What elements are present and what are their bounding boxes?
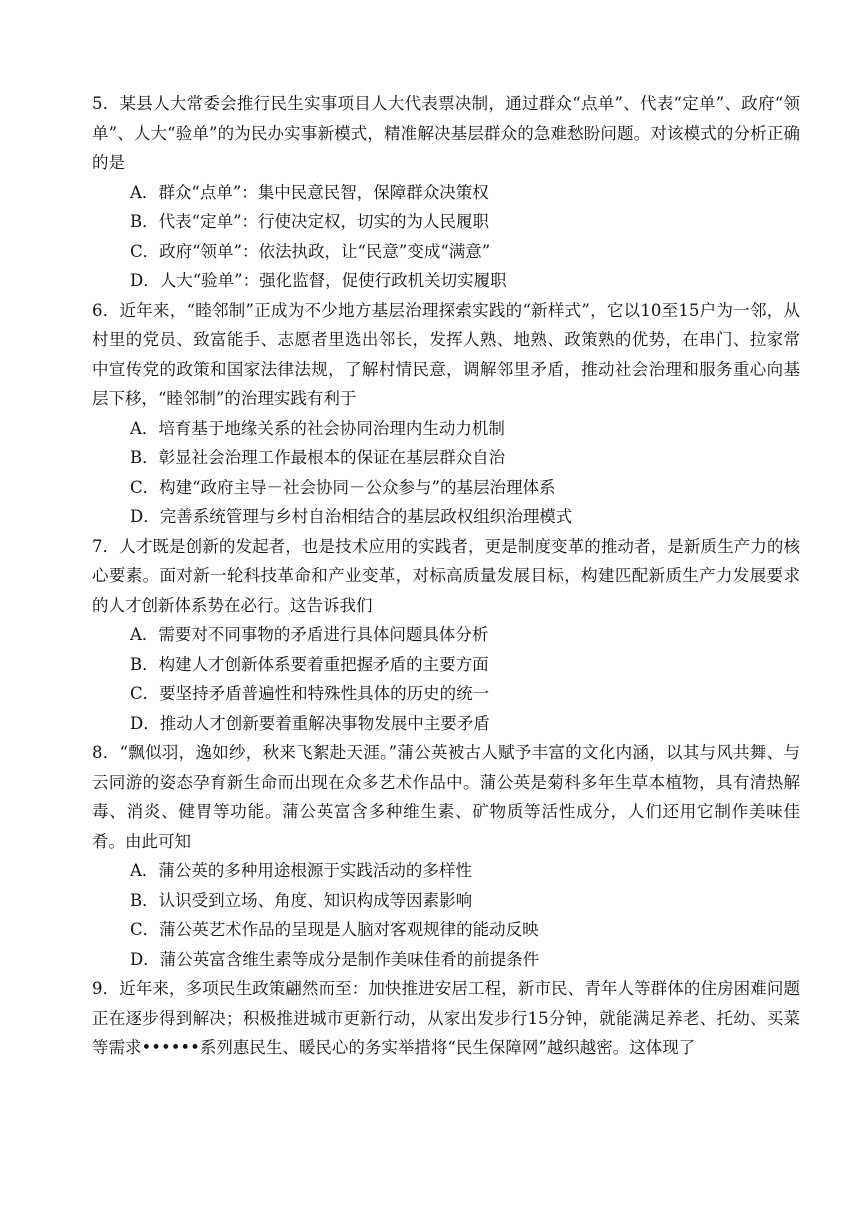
option-letter: D． xyxy=(130,507,160,526)
option-c xyxy=(130,237,800,267)
option-text: 完善系统管理与乡村自治相结合的基层政权组织治理模式 xyxy=(159,507,573,526)
question-5 xyxy=(92,89,800,296)
option-letter: C． xyxy=(130,241,160,261)
question-stem: 6．近年来，“睦邻制”正成为不少地方基层治理探索实践的“新样式”，它以10至15户为一邻，从村里的党员、致富能手、志愿者里选出邻长，发挥人熟、地熟、政策熟的优势，在串门、拉家常中宣传党的政策和国家法律法规，了解村情民意，调解邻里矛盾，推动社会治理和服务重心向基层下移，“睦邻制”的治理实践有利于 xyxy=(92,300,800,408)
question-6 xyxy=(92,296,800,532)
option-text: 群众“点单”：集中民意民智，保障群众决策权 xyxy=(158,182,489,202)
option-list xyxy=(92,414,800,532)
option-c xyxy=(130,915,800,945)
option-letter: D． xyxy=(130,949,160,969)
option-b xyxy=(130,650,800,680)
question-stem: 5．某县人大常委会推行民生实事项目人大代表票决制，通过群众“点单”、代表“定单”、政府“领单”、人大“验单”的为民办实事新模式，精准解决基层群众的急难愁盼问题。对该模式的分析正确的是 xyxy=(92,94,800,172)
option-letter: B． xyxy=(130,890,159,910)
option-d xyxy=(130,502,800,532)
option-letter: B． xyxy=(130,654,159,674)
option-d xyxy=(130,945,800,975)
option-letter: B． xyxy=(130,212,159,231)
option-list xyxy=(92,178,800,296)
option-text: 培育基于地缘关系的社会协同治理内生动力机制 xyxy=(158,418,505,438)
option-letter: A． xyxy=(130,182,159,202)
option-text: 代表“定单”：行使决定权，切实的为人民履职 xyxy=(158,212,490,231)
option-letter: C． xyxy=(130,920,160,939)
question-stem: 8．“飘似羽，逸如纱，秋来飞絮赴天涯。”蒲公英被古人赋予丰富的文化内涵，以其与风共舞、与云同游的姿态孕育新生命而出现在众多艺术作品中。蒲公英是菊科多年生草本植物，具有清热解毒、消炎、健胃等功能。蒲公英富含多种维生素、矿物质等活性成分，人们还用它制作美味佳肴。由此可知 xyxy=(92,743,800,851)
option-text: 构建人才创新体系要着重把握矛盾的主要方面 xyxy=(158,654,489,674)
question-stem: 7．人才既是创新的发起者，也是技术应用的实践者，更是制度变革的推动者，是新质生产力的核心要素。面对新一轮科技革命和产业变革，对标高质量发展目标，构建匹配新质生产力发展要求的人才创新体系势在必行。这告诉我们 xyxy=(92,536,800,615)
option-letter: B． xyxy=(130,448,159,467)
option-letter: A． xyxy=(130,418,159,438)
option-letter: A． xyxy=(130,861,159,880)
question-stem: 9．近年来，多项民生政策翩然而至：加快推进安居工程，新市民、青年人等群体的住房困难问题正在逐步得到解决；积极推进城市更新行动，从家出发步行15分钟，就能满足养老、托幼、买菜等需求••••••系列惠民生、暖民心的务实举措将“民生保障网”越织越密。这体现了 xyxy=(92,979,800,1057)
option-text: 需要对不同事物的矛盾进行具体问题具体分析 xyxy=(158,625,489,644)
option-b xyxy=(130,443,800,473)
option-list xyxy=(92,856,800,974)
option-letter: D． xyxy=(130,271,160,290)
option-c xyxy=(130,679,800,709)
option-b xyxy=(130,207,800,237)
option-text: 蒲公英富含维生素等成分是制作美味佳肴的前提条件 xyxy=(159,949,540,969)
question-8 xyxy=(92,738,800,974)
option-text: 彰显社会治理工作最根本的保证在基层群众自治 xyxy=(158,448,506,467)
option-a xyxy=(130,856,800,886)
option-list xyxy=(92,620,800,738)
option-a xyxy=(130,414,800,444)
option-text: 蒲公英艺术作品的呈现是人脑对客观规律的能动反映 xyxy=(159,920,539,939)
option-text: 认识受到立场、角度、知识构成等因素影响 xyxy=(158,890,473,910)
option-text: 构建“政府主导－社会协同－公众参与”的基层治理体系 xyxy=(159,477,556,497)
option-letter: C． xyxy=(130,684,160,703)
option-text: 蒲公英的多种用途根源于实践活动的多样性 xyxy=(158,861,472,880)
option-letter: D． xyxy=(130,713,160,733)
option-d xyxy=(130,266,800,296)
option-b xyxy=(130,886,800,916)
option-a xyxy=(130,620,800,650)
option-letter: C． xyxy=(130,477,160,497)
question-9 xyxy=(92,974,800,1063)
option-text: 政府“领单”：依法执政，让“民意”变成“满意” xyxy=(159,241,491,261)
option-a xyxy=(130,178,800,208)
option-letter: A． xyxy=(130,625,159,644)
option-text: 要坚持矛盾普遍性和特殊性具体的历史的统一 xyxy=(159,684,490,703)
option-text: 推动人才创新要着重解决事物发展中主要矛盾 xyxy=(159,713,490,733)
question-7 xyxy=(92,532,800,739)
option-text: 人大“验单”：强化监督，促使行政机关切实履职 xyxy=(159,271,507,290)
option-d xyxy=(130,709,800,739)
option-c xyxy=(130,473,800,503)
